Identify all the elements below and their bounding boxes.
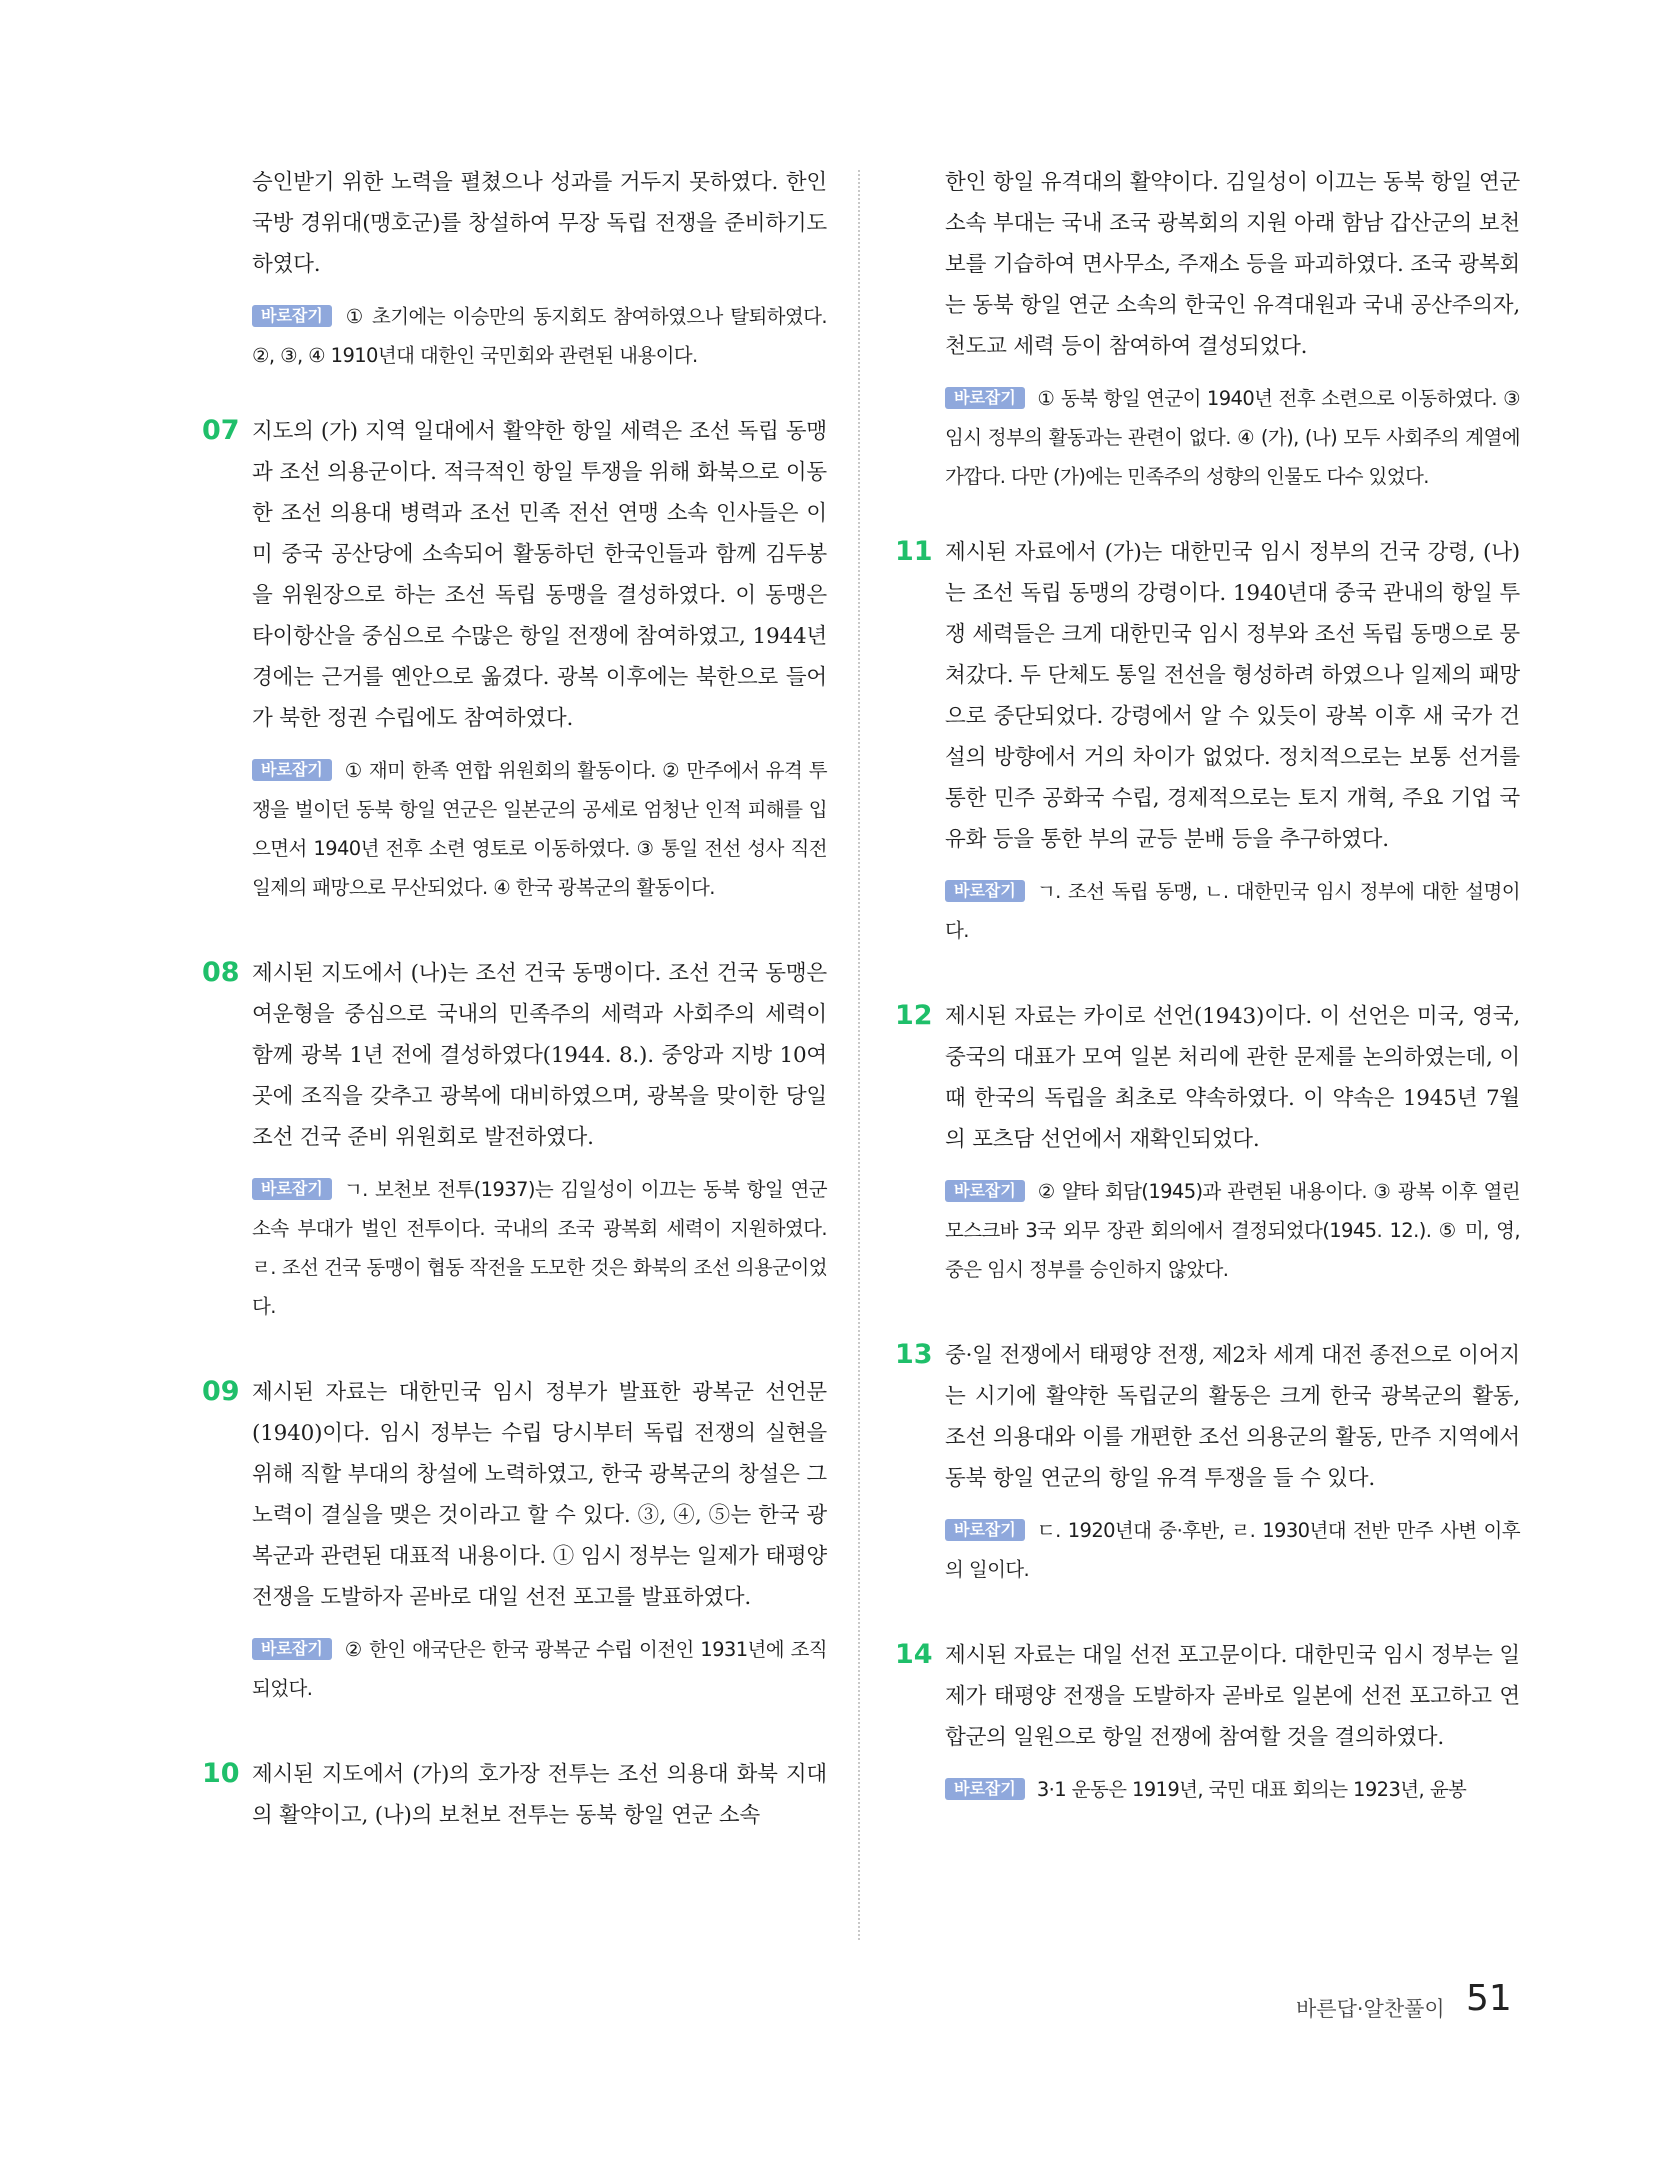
question-number-13: 13 [895,1339,933,1370]
answer-10-continued [945,162,1520,496]
column-divider [858,170,860,1940]
answer-12-correction-text: ② 얄타 회담(1945)과 관련된 내용이다. ③ 광복 이후 열린 모스크바 3국 외무 장관 회의에서 결정되었다(1945. 12.). ⑤ 미, 영, 중은 임시 정부를 승인하지 않았다. [945,1180,1520,1281]
answer-12-body: 제시된 자료는 카이로 선언(1943)이다. 이 선언은 미국, 영국, 중국의 대표가 모여 일본 처리에 관한 문제를 논의하였는데, 이때 한국의 독립을 최초로 약속하였다. 이 약속은 1945년 7월의 포츠담 선언에서 재확인되었다. [945,1004,1520,1152]
answer-08-correction-text: ㄱ. 보천보 전투(1937)는 김일성이 이끄는 동북 항일 연군 소속 부대가 벌인 전투이다. 국내의 조국 광복회 세력이 지원하였다. ㄹ. 조선 건국 동맹이 협동 작전을 도모한 것은 화북의 조선 의용군이었다. [252,1178,827,1318]
answer-11 [895,532,1520,950]
answer-07 [202,411,827,907]
answer-11-correction-text: ㄱ. 조선 독립 동맹, ㄴ. 대한민국 임시 정부에 대한 설명이다. [945,880,1520,942]
correction-badge: 바로잡기 [252,305,332,327]
answer-09-body: 제시된 자료는 대한민국 임시 정부가 발표한 광복군 선언문(1940)이다. 임시 정부는 수립 당시부터 독립 전쟁의 실현을 위해 직할 부대의 창설에 노력하였고, 한국 광복군의 창설은 그 노력이 결실을 맺은 것이라고 할 수 있다. ③, ④, ⑤는 한국 광복군과 관련된 대표적 내용이다. ① 임시 정부는 일제가 태평양 전쟁을 도발하자 곧바로 대일 선전 포고를 발표하였다. [252,1380,827,1610]
correction-badge: 바로잡기 [945,880,1025,902]
answer-12-correction [945,1172,1520,1289]
correction-badge: 바로잡기 [945,1180,1025,1202]
answer-09 [202,1372,827,1708]
question-number-14: 14 [895,1639,933,1670]
answer-13-correction-text: ㄷ. 1920년대 중·후반, ㄹ. 1930년대 전반 만주 사변 이후의 일이다. [945,1519,1520,1581]
correction-badge: 바로잡기 [252,759,332,781]
answer-10-correction [945,379,1520,496]
answer-14-correction [945,1770,1520,1809]
answer-13-correction [945,1511,1520,1589]
right-column [895,162,1520,1855]
answer-11-body: 제시된 자료에서 (가)는 대한민국 임시 정부의 건국 강령, (나)는 조선 독립 동맹의 강령이다. 1940년대 중국 관내의 항일 투쟁 세력들은 크게 대한민국 임시 정부와 조선 독립 동맹으로 뭉쳐갔다. 두 단체도 통일 전선을 형성하려 하였으나 일제의 패망으로 중단되었다. 강령에서 알 수 있듯이 광복 이후 새 국가 건설의 방향에서 거의 차이가 없었다. 정치적으로는 보통 선거를 통한 민주 공화국 수립, 경제적으로는 토지 개혁, 주요 기업 국유화 등을 통한 부의 균등 분배 등을 추구하였다. [945,540,1520,852]
answer-13-body: 중·일 전쟁에서 태평양 전쟁, 제2차 세계 대전 종전으로 이어지는 시기에 활약한 독립군의 활동은 크게 한국 광복군의 활동, 조선 의용대와 이를 개편한 조선 의용군의 활동, 만주 지역에서 동북 항일 연군의 항일 유격 투쟁을 들 수 있다. [945,1343,1520,1491]
answer-12 [895,996,1520,1289]
answer-10-correction-text: ① 동북 항일 연군이 1940년 전후 소련으로 이동하였다. ③ 임시 정부의 활동과는 관련이 없다. ④ (가), (나) 모두 사회주의 계열에 가깝다. 다만 (가)에는 민족주의 성향의 인물도 다수 있었다. [945,387,1520,488]
footer-book-label: 바른답·알찬풀이 [1296,1997,1445,2021]
answer-11-correction [945,872,1520,950]
answer-14-correction-text: 3·1 운동은 1919년, 국민 대표 회의는 1923년, 윤봉 [1036,1778,1467,1801]
answer-08 [202,953,827,1326]
answer-08-body: 제시된 지도에서 (나)는 조선 건국 동맹이다. 조선 건국 동맹은 여운형을 중심으로 국내의 민족주의 세력과 사회주의 세력이 함께 광복 1년 전에 결성하였다(1944. 8.). 중앙과 지방 10여 곳에 조직을 갖추고 광복에 대비하였으며, 광복을 맞이한 당일 조선 건국 준비 위원회로 발전하였다. [252,961,827,1150]
question-number-08: 08 [202,957,240,988]
question-number-11: 11 [895,536,933,567]
answer-09-correction [252,1630,827,1708]
answer-09-correction-text: ② 한인 애국단은 한국 광복군 수립 이전인 1931년에 조직되었다. [252,1638,827,1700]
correction-badge: 바로잡기 [945,1519,1025,1541]
answer-06-correction-text: ① 초기에는 이승만의 동지회도 참여하였으나 탈퇴하였다. ②, ③, ④ 1910년대 대한인 국민회와 관련된 내용이다. [252,305,827,367]
correction-badge: 바로잡기 [945,1778,1025,1800]
question-number-09: 09 [202,1376,240,1407]
answer-14-body: 제시된 자료는 대일 선전 포고문이다. 대한민국 임시 정부는 일제가 태평양 전쟁을 도발하자 곧바로 일본에 선전 포고하고 연합군의 일원으로 항일 전쟁에 참여할 것을 결의하였다. [945,1643,1520,1750]
answer-08-correction [252,1170,827,1326]
answer-06-correction [252,297,827,375]
answer-14 [895,1635,1520,1809]
question-number-07: 07 [202,415,240,446]
answer-07-correction [252,751,827,907]
correction-badge: 바로잡기 [945,387,1025,409]
question-number-12: 12 [895,1000,933,1031]
answer-06-continued [252,162,827,375]
answer-07-correction-text: ① 재미 한족 연합 위원회의 활동이다. ② 만주에서 유격 투쟁을 벌이던 동북 항일 연군은 일본군의 공세로 엄청난 인적 피해를 입으면서 1940년 전후 소련 영토로 이동하였다. ③ 통일 전선 성사 직전 일제의 패망으로 무산되었다. ④ 한국 광복군의 활동이다. [252,759,827,899]
correction-badge: 바로잡기 [252,1638,332,1660]
left-column [202,162,827,1882]
question-number-10: 10 [202,1758,240,1789]
answer-07-body: 지도의 (가) 지역 일대에서 활약한 항일 세력은 조선 독립 동맹과 조선 의용군이다. 적극적인 항일 투쟁을 위해 화북으로 이동한 조선 의용대 병력과 조선 민족 전선 연맹 소속 인사들은 이미 중국 공산당에 소속되어 활동하던 한국인들과 함께 김두봉을 위원장으로 하는 조선 독립 동맹을 결성하였다. 이 동맹은 타이항산을 중심으로 수많은 항일 전쟁에 참여하였고, 1944년경에는 근거를 옌안으로 옮겼다. 광복 이후에는 북한으로 들어가 북한 정권 수립에도 참여하였다. [252,419,827,731]
answer-10 [202,1754,827,1836]
answer-10-body: 제시된 지도에서 (가)의 호가장 전투는 조선 의용대 화북 지대의 활약이고, (나)의 보천보 전투는 동북 항일 연군 소속 [252,1762,827,1828]
correction-badge: 바로잡기 [252,1178,332,1200]
page-number: 51 [1466,1978,1512,2019]
answer-10-continued-body: 한인 항일 유격대의 활약이다. 김일성이 이끄는 동북 항일 연군 소속 부대는 국내 조국 광복회의 지원 아래 함남 갑산군의 보천보를 기습하여 면사무소, 주재소 등을 파괴하였다. 조국 광복회는 동북 항일 연군 소속의 한국인 유격대원과 국내 공산주의자, 천도교 세력 등이 참여하여 결성되었다. [945,170,1520,359]
answer-06-body: 승인받기 위한 노력을 펼쳤으나 성과를 거두지 못하였다. 한인 국방 경위대(맹호군)를 창설하여 무장 독립 전쟁을 준비하기도 하였다. [252,170,827,277]
answer-13 [895,1335,1520,1589]
